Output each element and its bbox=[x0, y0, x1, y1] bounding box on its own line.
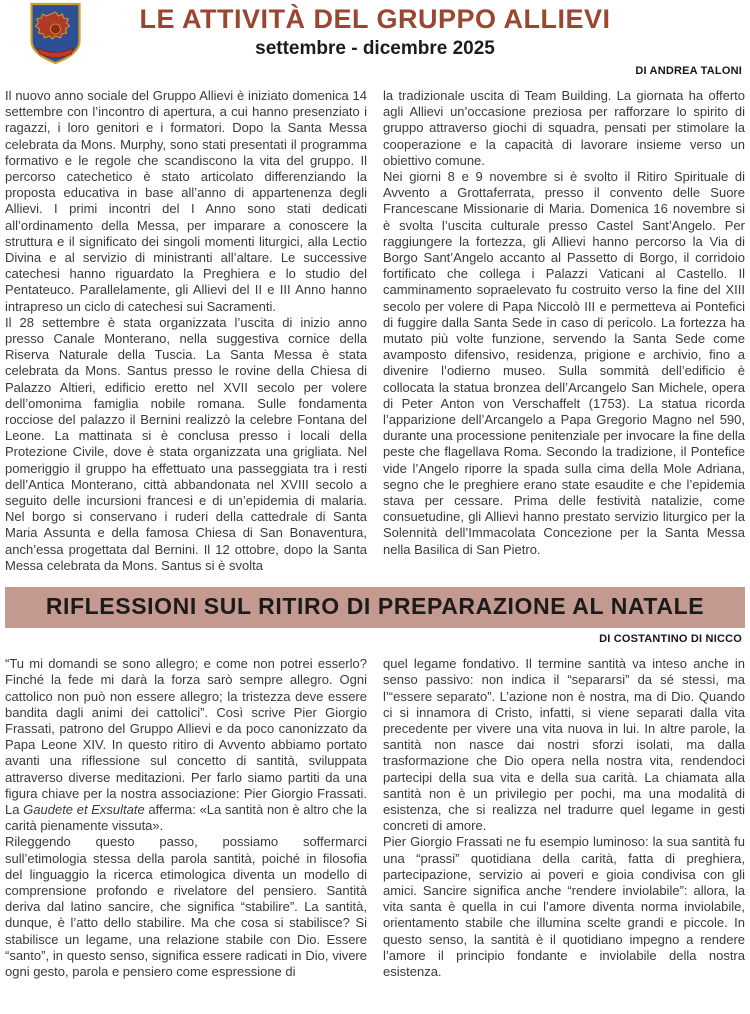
article2-paragraph: quel legame fondativo. Il termine santità va inteso anche in senso passivo: non indica il “separarsi” da sé stessi, ma l’“essere separato”. L’azione non è nostra, ma di Dio. Quando ci si innamora di Cristo, infatti, si viene separati dalla vita precedente per vivere una vita nuova in lui. In altre parole, la santità non nasce dai nostri sforzi isolati, ma dalla trasformazione che Dio opera nella nostra vita, rendendoci partecipi della sua vita e della sua carità. La chiamata alla santità non è un privilegio per pochi, ma una modalità di esistenza, che si realizza nel tradurre quel legame in gesti concreti di amore. bbox=[383, 656, 745, 834]
page-title: LE ATTIVITÀ DEL GRUPPO ALLIEVI bbox=[139, 4, 611, 34]
document-title-italic: Gaudete et Exsultate bbox=[23, 801, 145, 817]
article1-left-column bbox=[5, 88, 367, 574]
article1-paragraph: la tradizionale uscita di Team Building. La giornata ha offerto agli Allievi un’occasione preziosa per rafforzare lo spirito di gruppo attraverso giochi di squadra, pensati per stimolare la cooperazione e la capacità di lavorare insieme verso un obiettivo comune. bbox=[383, 88, 745, 168]
article1-paragraph: Il nuovo anno sociale del Gruppo Allievi è iniziato domenica 14 settembre con l’incontro di apertura, a cui hanno presenziato i ragazzi, i loro genitori e i formatori. Dopo la Santa Messa celebrata da Mons. Murphy, sono stati presentati il programma formativo e le regole che scandiscono la vita del gruppo. Il percorso catechetico è stato articolato differenziando la proposta educativa in base all’anno di appartenenza degli Allievi. I primi incontri del I Anno sono stati dedicati all’ordinamento della Messa, per imparare a conoscere la struttura e il significato dei singoli momenti liturgici, alla Lectio Divina e al servizio di ministranti all’altare. Le successive catechesi hanno riguardato la Preghiera e lo studio del Pentateuco. Parallelamente, gli Allievi del II e III Anno hanno intrapreso un ciclo di catechesi sui Sacramenti. bbox=[5, 88, 367, 314]
article1-paragraph: Nei giorni 8 e 9 novembre si è svolto il Ritiro Spirituale di Avvento a Grottaferrata, presso il convento delle Suore Francescane Missionarie di Maria. Domenica 16 novembre si è svolta l’uscita culturale presso Castel Sant’Angelo. Per raggiungere la fortezza, gli Allievi hanno percorso la Via di Borgo Sant’Angelo accanto al Passetto di Borgo, il corridoio fortificato che collega i Palazzi Vaticani al Castello. Il camminamento sopraelevato fu costruito verso la fine del XIII secolo per volere di Papa Niccolò III e permetteva ai Pontefici di fuggire dalla Santa Sede in caso di pericolo. La fortezza ha mutato più volte funzione, servendo la Santa Sede come avamposto difensivo, residenza, prigione e archivio, fino a divenire l’odierno museo. Sulla sommità dell’edificio è collocata la statua bronzea dell’Arcangelo San Michele, opera di Peter Anton von Verschaffelt (1753). La statua ricorda l’apparizione dell’Arcangelo a Papa Gregorio Magno nel 590, durante una processione penitenziale per invocare la fine della peste che flagellava Roma. Secondo la tradizione, il Pontefice vide l’Angelo riporre la spada sulla cima della Mole Adriana, segno che le preghiere erano state esaudite e che l’epidemia stava per cessare. Prima delle festività natalizie, come consuetudine, gli Allievi hanno prestato servizio liturgico per la Solennità dell’Immacolata Concezione per la Santa Messa nella Basilica di San Pietro. bbox=[383, 169, 745, 557]
article2-right-column bbox=[383, 656, 745, 980]
article2-headline-banner: RIFLESSIONI SUL RITIRO DI PREPARAZIONE AL NATALE bbox=[5, 587, 745, 628]
article2-byline: DI COSTANTINO DI NICCO bbox=[599, 633, 742, 646]
article2-body bbox=[0, 645, 750, 980]
article2-paragraph: Rileggendo questo passo, possiamo soffermarci sull’etimologia stessa della parola santità, poiché in filosofia del linguaggio la ricerca etimologica diventa un modello di comprensione profondo e rivelatore del pensiero. Santità deriva dal latino sancire, che significa “stabilire”. La santità, dunque, è l’atto dello stabilire. Ma che cosa si stabilisce? Si stabilisce un legame, una relazione stabile con Dio. Essere “santo”, in questo senso, significa essere radicati in Dio, vivere ogni gesto, parola e pensiero come espressione di bbox=[5, 834, 367, 979]
article1-paragraph: Il 28 settembre è stata organizzata l’uscita di inizio anno presso Canale Monterano, nella suggestiva cornice della Riserva Naturale della Tuscia. La Santa Messa è stata celebrata da Mons. Santus presso le rovine della Chiesa di Palazzo Altieri, edificio eretto nel XVII secolo per volere dell’omonima famiglia nobile romana. Sulle fondamenta rocciose del palazzo il Bernini realizzò la celebre Fontana del Leone. La mattinata si è conclusa presso i locali della Protezione Civile, dove è stata organizzata una grigliata. Nel pomeriggio il gruppo ha effettuato una passeggiata tra i resti dell’Antica Monterano, città abbandonata nel XVIII secolo a seguito delle incursioni francesi e di un’epidemia di malaria. Nel borgo si conservano i ruderi della cattedrale di Santa Maria Assunta e della famosa Chiesa di San Bonaventura, anch’essa progettata dal Bernini. Il 12 ottobre, dopo la Santa Messa celebrata da Mons. Santus si è svolta bbox=[5, 314, 367, 573]
page-subtitle: settembre - dicembre 2025 bbox=[255, 38, 495, 59]
article2-paragraph bbox=[5, 656, 367, 834]
article1-byline: DI ANDREA TALONI bbox=[635, 65, 742, 77]
article2-left-column bbox=[5, 656, 367, 980]
page-header bbox=[0, 0, 750, 60]
gruppo-allievi-crest-logo bbox=[28, 2, 83, 66]
article1-body bbox=[0, 77, 750, 574]
quote-text: afferma: «La santità non è altro che la carità pienamente vissuta». bbox=[5, 801, 367, 834]
quote-text: “Tu mi domandi se sono allegro; e come non potrei esserlo? Finché la fede mi darà la forza sarò sempre allegro. Ogni cattolico non può non essere allegro; la tristezza deve essere bandita dagli animi dei cattolici”. Così scrive Pier Giorgio Frassati, patrono del Gruppo Allievi e da poco canonizzato da Papa Leone XIV. In questo ritiro di Avvento abbiamo portato avanti una riflessione sul concetto di santità, sviluppata attraverso diverse meditazioni. Per farlo siamo partiti da una figura chiave per la nostra associazione: Pier Giorgio Frassati. La bbox=[5, 656, 367, 817]
article1-right-column bbox=[383, 88, 745, 574]
article2-paragraph: Pier Giorgio Frassati ne fu esempio luminoso: la sua santità fu una “prassi” quotidiana della carità, fatta di preghiera, partecipazione, servizio ai poveri e gioia condivisa con gli amici. Sancire significa anche “rendere inviolabile”: allora, la vita santa è quella in cui l’amore diventa norma inviolabile, orientamento stabile che illumina scelte grandi e piccole. In questo senso, la santità è il quotidiano impegno a rendere l’amore il principio fondante e inviolabile della nostra esistenza. bbox=[383, 834, 745, 979]
